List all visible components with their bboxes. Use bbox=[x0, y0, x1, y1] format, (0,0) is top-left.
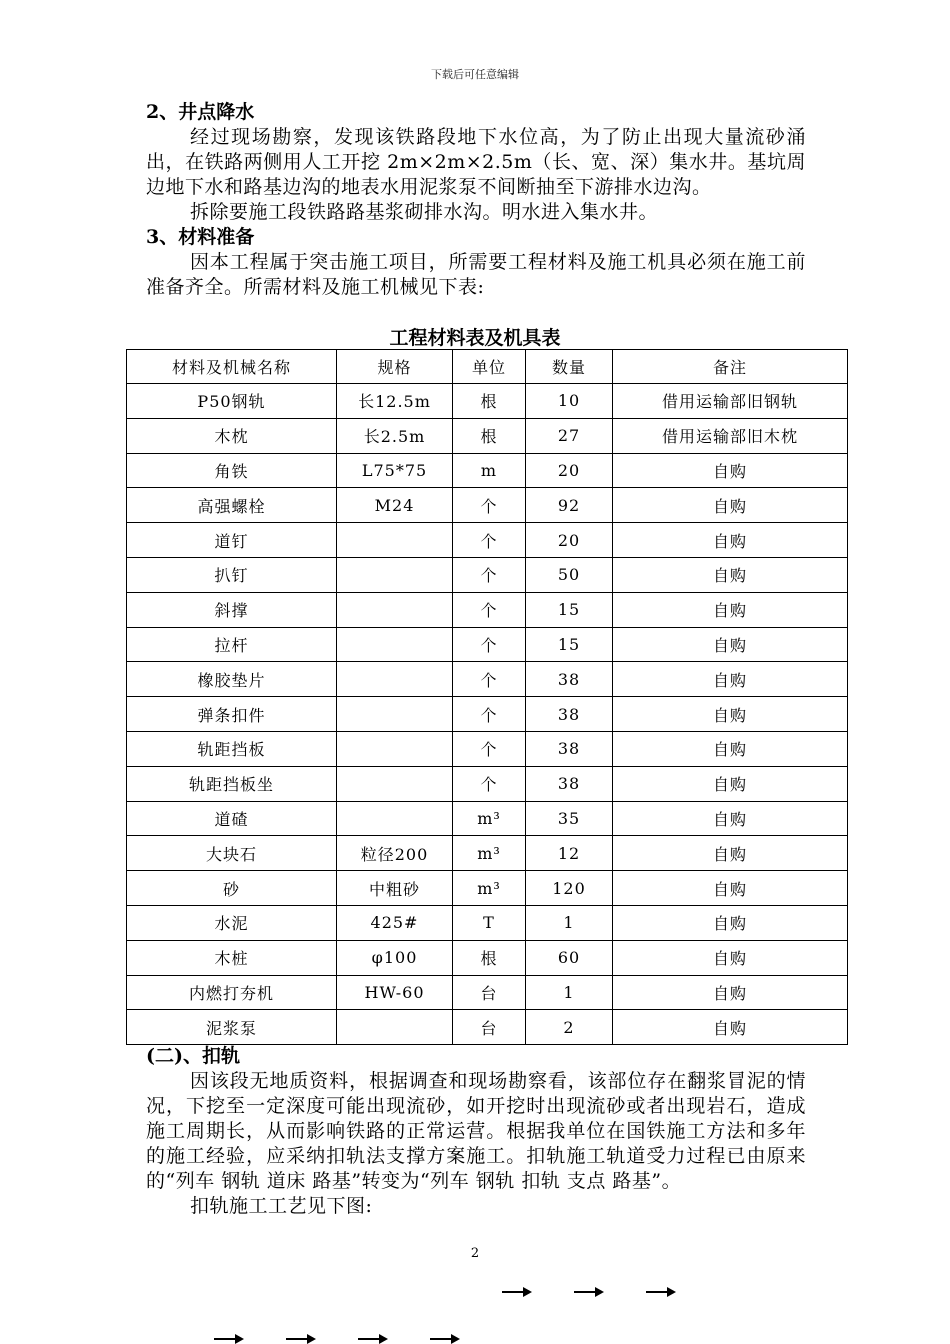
table-cell: M24 bbox=[337, 488, 453, 523]
section-heading: 2、井点降水 bbox=[146, 101, 255, 123]
materials-table bbox=[126, 349, 848, 1045]
table-cell bbox=[337, 523, 453, 558]
table-header-row bbox=[127, 350, 848, 384]
table-cell: 内燃打夯机 bbox=[127, 975, 337, 1010]
table-cell: m³ bbox=[453, 871, 526, 906]
table-cell: 12 bbox=[526, 836, 613, 871]
table-row bbox=[127, 662, 848, 697]
table-cell: 角铁 bbox=[127, 453, 337, 488]
table-row bbox=[127, 1010, 848, 1045]
table-cell: 大块石 bbox=[127, 836, 337, 871]
table-cell: φ100 bbox=[337, 940, 453, 975]
table-body bbox=[127, 384, 848, 1045]
table-cell: 砂 bbox=[127, 871, 337, 906]
table-cell: 2 bbox=[526, 1010, 613, 1045]
table-cell bbox=[337, 592, 453, 627]
page-number: 2 bbox=[470, 1246, 480, 1261]
flow-arrow-icon bbox=[358, 1338, 386, 1340]
table-cell: 高强螺栓 bbox=[127, 488, 337, 523]
table-cell: 根 bbox=[453, 940, 526, 975]
table-row bbox=[127, 453, 848, 488]
table-cell: m³ bbox=[453, 801, 526, 836]
table-row bbox=[127, 801, 848, 836]
table-cell: HW-60 bbox=[337, 975, 453, 1010]
flow-arrow-icon bbox=[574, 1291, 602, 1293]
table-cell: 1 bbox=[526, 905, 613, 940]
table-row bbox=[127, 940, 848, 975]
table-cell: 自购 bbox=[613, 905, 848, 940]
table-row bbox=[127, 418, 848, 453]
table-cell: 120 bbox=[526, 871, 613, 906]
table-cell: 根 bbox=[453, 418, 526, 453]
table-cell: 道碴 bbox=[127, 801, 337, 836]
flow-arrow-icon bbox=[646, 1291, 674, 1293]
table-cell: 15 bbox=[526, 592, 613, 627]
table-cell: 中粗砂 bbox=[337, 871, 453, 906]
table-cell: 扒钉 bbox=[127, 557, 337, 592]
table-row bbox=[127, 697, 848, 732]
table-cell: 木桩 bbox=[127, 940, 337, 975]
table-row bbox=[127, 871, 848, 906]
table-cell: 个 bbox=[453, 662, 526, 697]
table-cell: 橡胶垫片 bbox=[127, 662, 337, 697]
table-cell bbox=[337, 697, 453, 732]
flow-arrow-icon bbox=[502, 1291, 530, 1293]
table-row bbox=[127, 836, 848, 871]
table-cell: 20 bbox=[526, 523, 613, 558]
column-header: 规格 bbox=[337, 350, 453, 384]
column-header: 备注 bbox=[613, 350, 848, 384]
table-cell: 长12.5m bbox=[337, 384, 453, 419]
table-cell: 15 bbox=[526, 627, 613, 662]
table-cell bbox=[337, 627, 453, 662]
column-header: 材料及机械名称 bbox=[127, 350, 337, 384]
table-cell: 自购 bbox=[613, 1010, 848, 1045]
table-cell: 长2.5m bbox=[337, 418, 453, 453]
paragraph: 经过现场勘察，发现该铁路段地下水位高，为了防止出现大量流砂涌出，在铁路两侧用人工开挖 2m×2m×2.5m（长、宽、深）集水井。基坑周边地下水和路基边沟的地表水用泥浆泵不间断抽至下游排水边沟。 bbox=[146, 126, 806, 198]
table-cell bbox=[337, 801, 453, 836]
table-cell: 自购 bbox=[613, 488, 848, 523]
table-cell bbox=[337, 557, 453, 592]
table-cell: 个 bbox=[453, 488, 526, 523]
table-cell: 50 bbox=[526, 557, 613, 592]
table-cell: 自购 bbox=[613, 627, 848, 662]
table-cell: 60 bbox=[526, 940, 613, 975]
table-cell: 轨距挡板坐 bbox=[127, 766, 337, 801]
table-cell bbox=[337, 766, 453, 801]
table-row bbox=[127, 975, 848, 1010]
table-row bbox=[127, 557, 848, 592]
table-cell: 借用运输部旧钢轨 bbox=[613, 384, 848, 419]
flow-arrow-icon bbox=[430, 1338, 458, 1340]
table-cell: 自购 bbox=[613, 731, 848, 766]
table-cell bbox=[337, 731, 453, 766]
table-cell: 自购 bbox=[613, 836, 848, 871]
table-cell: 个 bbox=[453, 697, 526, 732]
table-cell: P50钢轨 bbox=[127, 384, 337, 419]
table-cell: 自购 bbox=[613, 697, 848, 732]
table-cell: 个 bbox=[453, 627, 526, 662]
section-heading: (二)、扣轨 bbox=[146, 1045, 240, 1067]
table-title: 工程材料表及机具表 bbox=[389, 327, 561, 349]
table-cell: 轨距挡板 bbox=[127, 731, 337, 766]
table-row bbox=[127, 731, 848, 766]
table-cell: 借用运输部旧木枕 bbox=[613, 418, 848, 453]
table-cell: 425# bbox=[337, 905, 453, 940]
flow-arrow-icon bbox=[286, 1338, 314, 1340]
section-well-point-dewatering bbox=[146, 100, 806, 300]
table-cell: 弹条扣件 bbox=[127, 697, 337, 732]
table-cell: 斜撑 bbox=[127, 592, 337, 627]
table-cell: 个 bbox=[453, 592, 526, 627]
table-cell: 泥浆泵 bbox=[127, 1010, 337, 1045]
table-cell: 自购 bbox=[613, 453, 848, 488]
table-cell bbox=[337, 1010, 453, 1045]
table-cell: 拉杆 bbox=[127, 627, 337, 662]
table-cell: T bbox=[453, 905, 526, 940]
table-cell: 个 bbox=[453, 766, 526, 801]
table-cell: 10 bbox=[526, 384, 613, 419]
table-cell: m³ bbox=[453, 836, 526, 871]
table-cell: 台 bbox=[453, 975, 526, 1010]
table-cell: 自购 bbox=[613, 766, 848, 801]
table-cell: 27 bbox=[526, 418, 613, 453]
table-cell: 自购 bbox=[613, 871, 848, 906]
table-cell: 1 bbox=[526, 975, 613, 1010]
table-cell bbox=[337, 662, 453, 697]
table-cell: 个 bbox=[453, 557, 526, 592]
paragraph: 因本工程属于突击施工项目，所需要工程材料及施工机具必须在施工前准备齐全。所需材料及施工机械见下表: bbox=[146, 251, 806, 298]
table-cell: 自购 bbox=[613, 975, 848, 1010]
table-cell: 台 bbox=[453, 1010, 526, 1045]
table-cell: m bbox=[453, 453, 526, 488]
table-row bbox=[127, 905, 848, 940]
section-heading: 3、材料准备 bbox=[146, 226, 255, 248]
table-cell: 38 bbox=[526, 697, 613, 732]
table-cell: 92 bbox=[526, 488, 613, 523]
table-cell: 自购 bbox=[613, 592, 848, 627]
page-header-note: 下载后可任意编辑 bbox=[431, 68, 519, 81]
table-cell: 38 bbox=[526, 766, 613, 801]
table-cell: 自购 bbox=[613, 801, 848, 836]
table-cell: 38 bbox=[526, 662, 613, 697]
table-cell: 道钉 bbox=[127, 523, 337, 558]
table-cell: 自购 bbox=[613, 557, 848, 592]
table-cell: 自购 bbox=[613, 523, 848, 558]
paragraph: 扣轨施工工艺见下图: bbox=[190, 1195, 373, 1217]
table-cell: 35 bbox=[526, 801, 613, 836]
table-cell: 20 bbox=[526, 453, 613, 488]
section-rail-buckling bbox=[146, 1044, 806, 1219]
table-cell: 38 bbox=[526, 731, 613, 766]
table-row bbox=[127, 627, 848, 662]
table-cell: 根 bbox=[453, 384, 526, 419]
table-row bbox=[127, 766, 848, 801]
table-cell: L75*75 bbox=[337, 453, 453, 488]
table-cell: 个 bbox=[453, 731, 526, 766]
table-cell: 水泥 bbox=[127, 905, 337, 940]
table-cell: 个 bbox=[453, 523, 526, 558]
table-row bbox=[127, 523, 848, 558]
table-row bbox=[127, 384, 848, 419]
column-header: 单位 bbox=[453, 350, 526, 384]
table-cell: 粒径200 bbox=[337, 836, 453, 871]
table-row bbox=[127, 592, 848, 627]
paragraph: 拆除要施工段铁路路基浆砌排水沟。明水进入集水井。 bbox=[190, 201, 659, 223]
table-cell: 自购 bbox=[613, 662, 848, 697]
flow-arrow-icon bbox=[214, 1338, 242, 1340]
column-header: 数量 bbox=[526, 350, 613, 384]
table-cell: 木枕 bbox=[127, 418, 337, 453]
table-cell: 自购 bbox=[613, 940, 848, 975]
table-row bbox=[127, 488, 848, 523]
paragraph: 因该段无地质资料，根据调查和现场勘察看，该部位存在翻浆冒泥的情况，下挖至一定深度可能出现流砂，如开挖时出现流砂或者出现岩石，造成施工周期长，从而影响铁路的正常运营。根据我单位在国铁施工方法和多年的施工经验，应采纳扣轨法支撑方案施工。扣轨施工轨道受力过程已由原来的“列车 钢轨 道床 路基”转变为“列车 钢轨 扣轨 支点 路基”。 bbox=[146, 1070, 806, 1192]
